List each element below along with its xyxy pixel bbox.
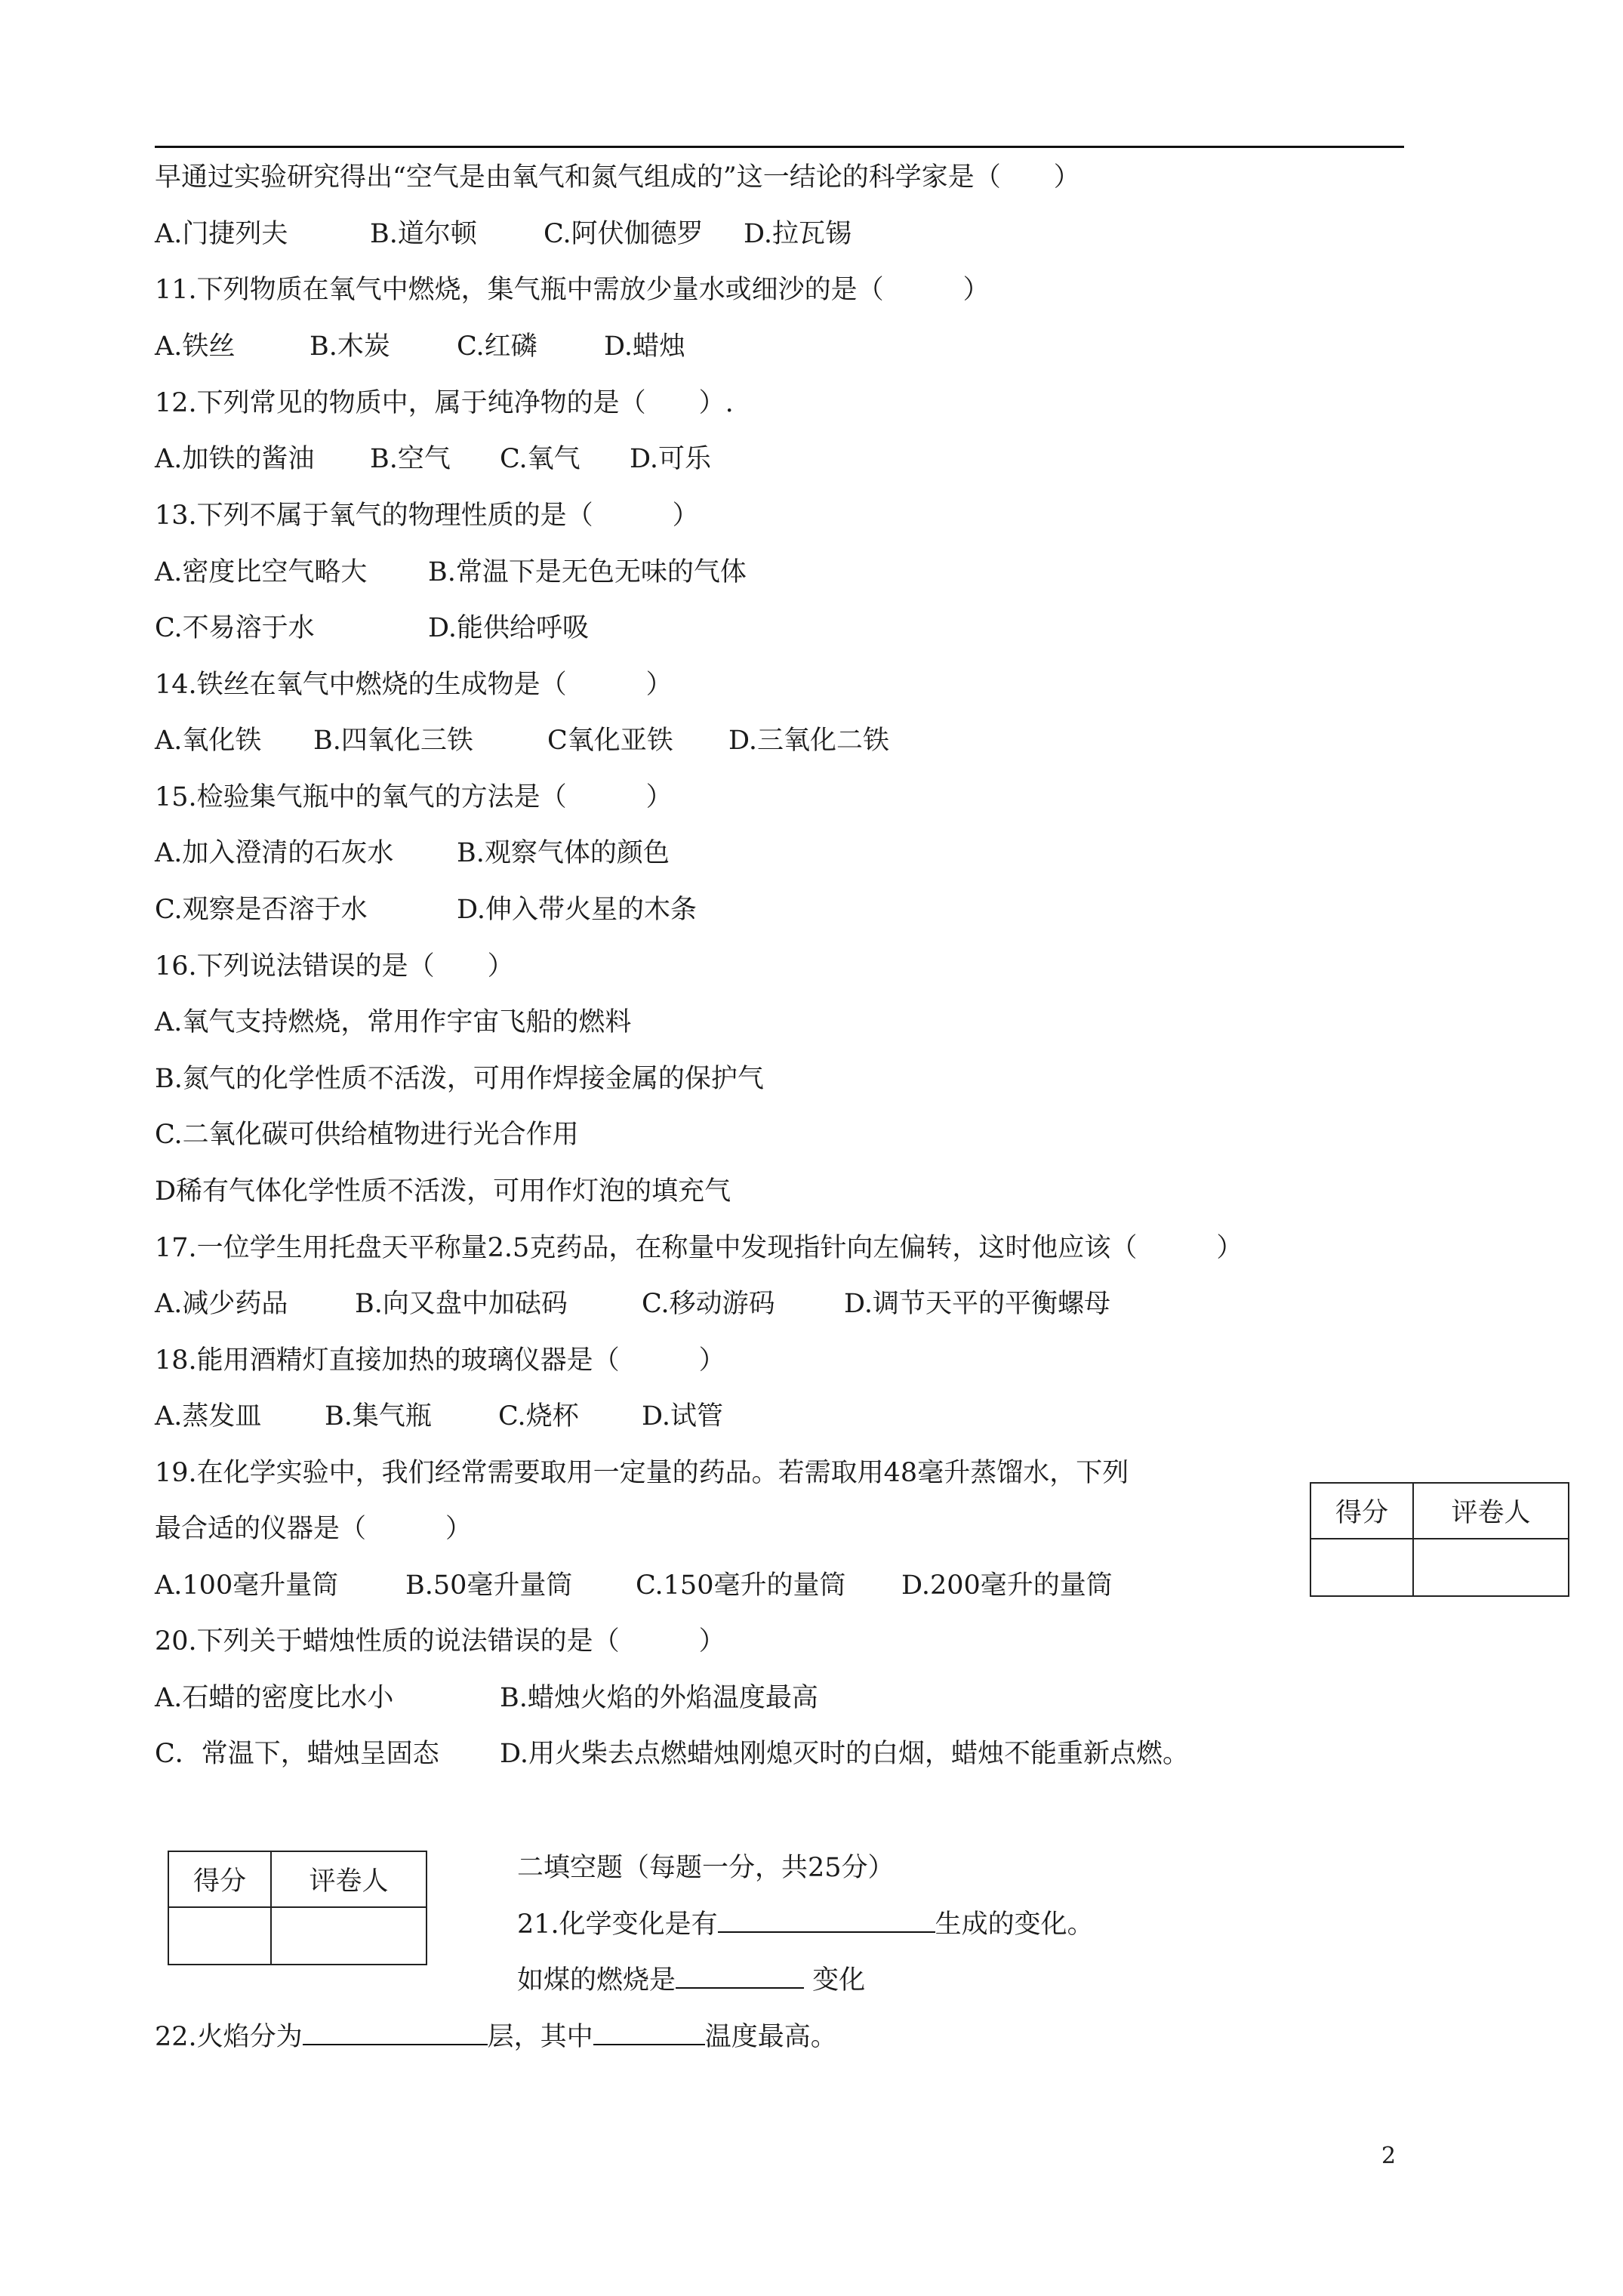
q21-prefix: 21.化学变化是有 — [517, 1909, 718, 1940]
q14-options — [155, 723, 889, 758]
q22-blank-2[interactable] — [593, 2020, 705, 2045]
q22-mid: 层，其中 — [487, 2022, 593, 2052]
q20-option-d: D.用火柴去点燃蜡烛刚熄灭时的白烟，蜡烛不能重新点燃。 — [500, 1739, 1189, 1769]
q18-options — [155, 1399, 723, 1434]
score-header-right: 得分 — [1310, 1483, 1413, 1539]
q16-option-d: D稀有气体化学性质不活泼，可用作灯泡的填充气 — [155, 1176, 731, 1207]
q21b-suffix: 变化 — [804, 1965, 866, 1996]
q12-option-c: C.氧气 — [500, 444, 581, 474]
q17-option-b: B.向又盘中加砝码 — [355, 1289, 568, 1319]
page-number: 2 — [1381, 2143, 1397, 2169]
q11-stem: 11.下列物质在氧气中燃烧，集气瓶中需放少量水或细沙的是（ ） — [155, 275, 990, 305]
q12-stem: 12.下列常见的物质中，属于纯净物的是（ ）. — [155, 388, 734, 418]
header-rule — [155, 146, 1404, 148]
q22-suffix: 温度最高。 — [704, 2022, 837, 2052]
q21-blank-1[interactable] — [718, 1907, 935, 1933]
q21-line — [517, 1907, 1094, 1942]
q10-options — [155, 217, 852, 251]
q14-option-c: C氧化亚铁 — [547, 726, 673, 756]
q22-line — [155, 2020, 837, 2054]
score-cell-left[interactable] — [168, 1907, 271, 1965]
q22-prefix: 22.火焰分为 — [155, 2022, 303, 2052]
q16-option-c: C.二氧化碳可供给植物进行光合作用 — [155, 1120, 579, 1150]
q10-option-a: A.门捷列夫 — [155, 219, 288, 249]
q16-option-a: A.氧气支持燃烧，常用作宇宙飞船的燃料 — [155, 1007, 632, 1037]
q14-option-a: A.氧化铁 — [155, 726, 262, 756]
q12-option-b: B.空气 — [370, 444, 451, 474]
q17-stem: 17.一位学生用托盘天平称量2.5克药品，在称量中发现指针向左偏转，这时他应该（ ） — [155, 1233, 1243, 1263]
q13-options-row2 — [155, 611, 589, 646]
grader-cell-right[interactable] — [1413, 1539, 1569, 1596]
q12-option-a: A.加铁的酱油 — [155, 444, 315, 474]
section2-title: 二填空题（每题一分，共25分） — [517, 1853, 895, 1883]
q13-option-d: D.能供给呼吸 — [428, 613, 589, 643]
q20-option-a: A.石蜡的密度比水小 — [155, 1683, 394, 1713]
q20-option-c: C．常温下，蜡烛呈固态 — [155, 1739, 439, 1769]
q11-option-d: D.蜡烛 — [604, 331, 685, 362]
score-table-right — [1310, 1482, 1569, 1597]
q17-option-c: C.移动游码 — [642, 1289, 775, 1319]
q10-option-b: B.道尔顿 — [370, 219, 477, 249]
grader-header-right: 评卷人 — [1413, 1483, 1569, 1539]
q18-option-a: A.蒸发皿 — [155, 1401, 262, 1432]
q19-option-d: D.200毫升的量筒 — [901, 1570, 1113, 1601]
q15-option-d: D.伸入带火星的木条 — [457, 895, 697, 925]
q19-option-c: C.150毫升的量筒 — [636, 1570, 846, 1601]
q11-option-a: A.铁丝 — [155, 331, 236, 362]
q21-suffix: 生成的变化。 — [935, 1909, 1094, 1940]
q15-options-row1 — [155, 836, 670, 871]
q21b-prefix: 如煤的燃烧是 — [517, 1965, 676, 1996]
q20-options-row2 — [155, 1737, 1189, 1771]
q14-option-d: D.三氧化二铁 — [728, 726, 889, 756]
q15-options-row2 — [155, 892, 697, 927]
q11-option-c: C.红磷 — [457, 331, 537, 362]
q15-option-b: B.观察气体的颜色 — [457, 838, 670, 868]
q18-option-d: D.试管 — [642, 1401, 723, 1432]
q12-options — [155, 442, 711, 476]
q15-option-c: C.观察是否溶于水 — [155, 895, 368, 925]
q18-stem: 18.能用酒精灯直接加热的玻璃仪器是（ ） — [155, 1345, 725, 1376]
score-header-left: 得分 — [168, 1851, 271, 1907]
q21b-line — [517, 1963, 865, 1998]
q22-blank-1[interactable] — [303, 2020, 488, 2045]
q21-blank-2[interactable] — [676, 1963, 804, 1989]
q20-option-b: B.蜡烛火焰的外焰温度最高 — [500, 1683, 818, 1713]
q10-option-c: C.阿伏伽德罗 — [544, 219, 704, 249]
q14-stem: 14.铁丝在氧气中燃烧的生成物是（ ） — [155, 670, 673, 700]
grader-header-left: 评卷人 — [271, 1851, 427, 1907]
q19-stem-line1: 19.在化学实验中，我们经常需要取用一定量的药品。若需取用48毫升蒸馏水，下列 — [155, 1458, 1129, 1488]
score-cell-right[interactable] — [1310, 1539, 1413, 1596]
q19-stem-line2: 最合适的仪器是（ ） — [155, 1514, 473, 1544]
q12-option-d: D.可乐 — [630, 444, 711, 474]
q11-options — [155, 329, 685, 364]
q17-option-d: D.调节天平的平衡螺母 — [844, 1289, 1110, 1319]
q18-option-c: C.烧杯 — [498, 1401, 579, 1432]
q13-option-c: C.不易溶于水 — [155, 613, 315, 643]
grader-cell-left[interactable] — [271, 1907, 427, 1965]
q13-option-b: B.常温下是无色无味的气体 — [428, 557, 747, 587]
q20-stem: 20.下列关于蜡烛性质的说法错误的是（ ） — [155, 1626, 725, 1657]
q19-options — [155, 1568, 1113, 1603]
q19-option-b: B.50毫升量筒 — [405, 1570, 573, 1601]
q13-options-row1 — [155, 555, 747, 590]
q16-stem: 16.下列说法错误的是（ ） — [155, 951, 514, 982]
q16-option-b: B.氮气的化学性质不活泼，可用作焊接金属的保护气 — [155, 1064, 764, 1094]
q13-stem: 13.下列不属于氧气的物理性质的是（ ） — [155, 501, 699, 531]
q14-option-b: B.四氧化三铁 — [313, 726, 473, 756]
q17-options — [155, 1287, 1110, 1321]
q13-option-a: A.密度比空气略大 — [155, 557, 368, 587]
q18-option-b: B.集气瓶 — [325, 1401, 432, 1432]
q15-option-a: A.加入澄清的石灰水 — [155, 838, 394, 868]
q10-stem: 早通过实验研究得出“空气是由氧气和氮气组成的”这一结论的科学家是（ ） — [155, 162, 1080, 193]
q17-option-a: A.减少药品 — [155, 1289, 288, 1319]
q19-option-a: A.100毫升量筒 — [155, 1570, 339, 1601]
q10-option-d: D.拉瓦锡 — [744, 219, 852, 249]
q20-options-row1 — [155, 1681, 818, 1715]
q15-stem: 15.检验集气瓶中的氧气的方法是（ ） — [155, 782, 673, 812]
score-table-left — [168, 1851, 427, 1965]
q11-option-b: B.木炭 — [310, 331, 390, 362]
